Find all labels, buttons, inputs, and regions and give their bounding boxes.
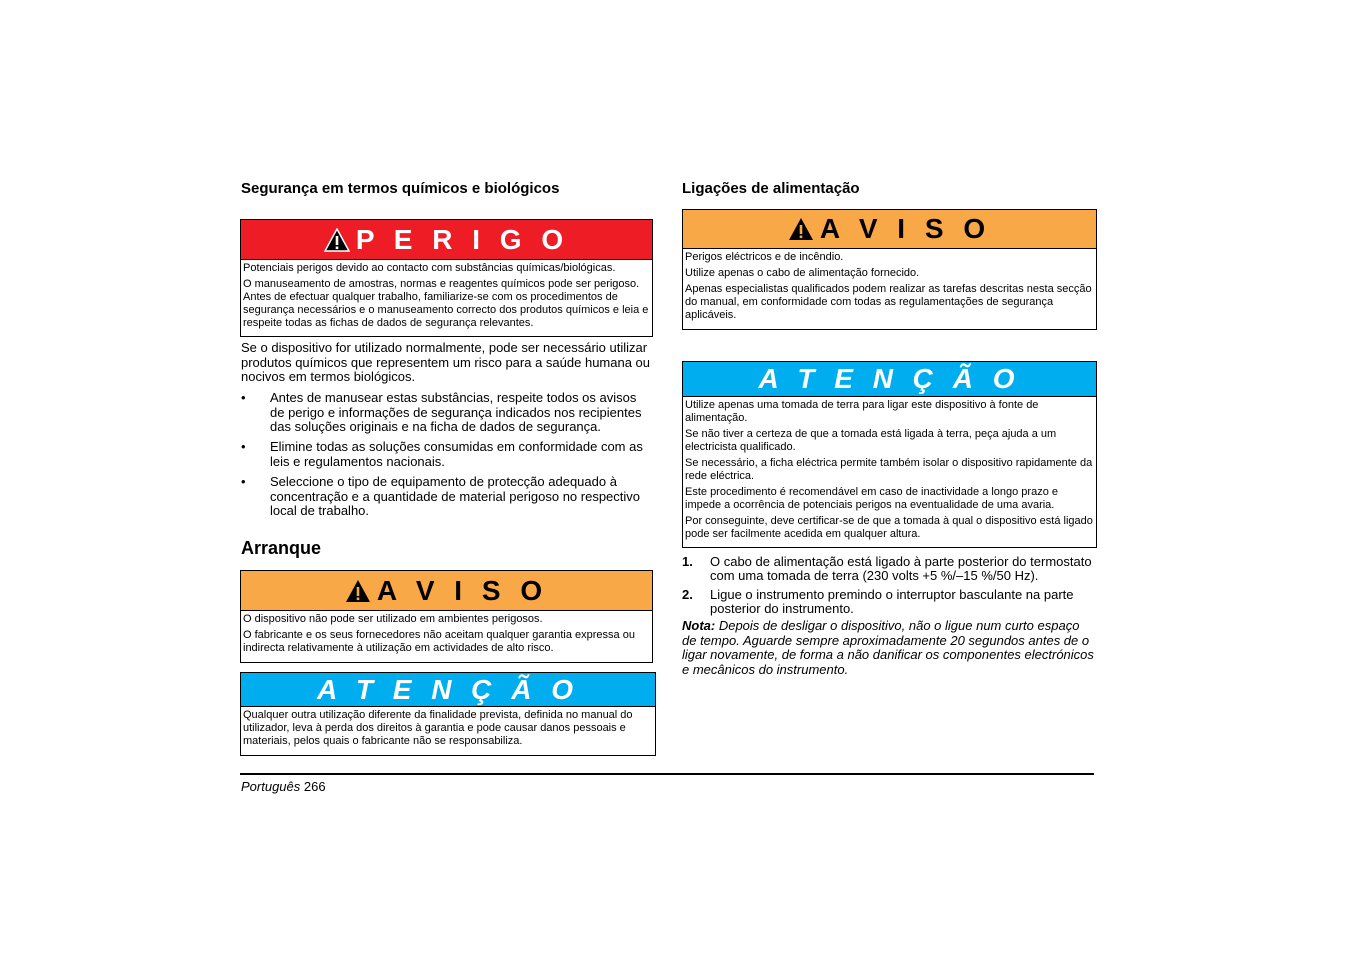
page-number: 266 — [303, 779, 326, 794]
danger-line: Potenciais perigos devido ao contacto com substâncias químicas/biológicas. — [243, 262, 616, 274]
footer-rule — [240, 773, 1094, 775]
note-label: Nota: — [682, 618, 716, 633]
step-text: O cabo de alimentação está ligado à parte posterior do termostato com uma tomada de terra (230 volts +5 %/–15 %/50 Hz). — [710, 554, 1092, 583]
danger-box — [240, 219, 653, 337]
warning-triangle-icon — [324, 228, 350, 252]
warning-line: O dispositivo não pode ser utilizado em ambientes perigosos. — [243, 613, 543, 625]
warning-line: Perigos eléctricos e de incêndio. — [685, 251, 844, 263]
warning-box — [240, 570, 653, 663]
list-item-text: Elimine todas as soluções consumidas em conformidade com as leis e regulamentos nacionais. — [270, 439, 643, 469]
footer-language: Português — [241, 779, 301, 794]
caution-line: Se não tiver a certeza de que a tomada está ligada à terra, peça ajuda a um electricista qualificado. — [685, 428, 1057, 453]
warning-line: Apenas especialistas qualificados podem realizar as tarefas descritas nesta secção do manual, em conformidade com todas as regulamentações de segurança aplicáveis. — [685, 283, 1092, 321]
caution-line: Este procedimento é recomendável em caso de inactividade a longo prazo e impede a ocorrência de potenciais perigos na eventualidade de uma avaria. — [685, 486, 1059, 511]
danger-banner — [241, 220, 652, 260]
section-heading-power: Ligações de alimentação — [682, 180, 860, 197]
caution-box-power — [682, 361, 1097, 548]
intro-paragraph: Se o dispositivo for utilizado normalmente, pode ser necessário utilizar produtos químicos que representem um risco para a saúde humana ou nocivos em termos biológicos. — [241, 340, 651, 384]
warning-message — [241, 611, 652, 660]
warning-banner — [683, 210, 1096, 249]
warning-label: A V I S O — [819, 213, 992, 244]
danger-message — [241, 260, 652, 335]
danger-label: P E R I G O — [355, 223, 570, 255]
warning-box-power — [682, 209, 1097, 330]
danger-line: O manuseamento de amostras, normas e reagentes químicos pode ser perigoso. Antes de efectuar qualquer trabalho, familiarize-se com os procedimentos de segurança necessários e o manuseamento correcto dos produtos químicos e leia e respeite todas as fichas de dados de segurança relevantes. — [243, 278, 649, 329]
caution-message — [683, 397, 1096, 546]
warning-line: Utilize apenas o cabo de alimentação fornecido. — [685, 267, 920, 279]
caution-message — [241, 707, 655, 753]
bullet-mark: • — [241, 390, 246, 405]
caution-line: Utilize apenas uma tomada de terra para ligar este dispositivo à fonte de alimentação. — [685, 399, 1039, 424]
caution-line: Por conseguinte, deve certificar-se de que a tomada à qual o dispositivo está ligado pode ser facilmente acedida em qualquer altura. — [685, 515, 1093, 540]
caution-banner — [241, 673, 655, 707]
caution-line: Qualquer outra utilização diferente da finalidade prevista, definida no manual do utilizador, leva à perda dos direitos à garantia e pode causar danos pessoais e materiais, pelos quais o fabricante não se responsabiliza. — [243, 709, 633, 747]
note-text: Depois de desligar o dispositivo, não o ligue num curto espaço de tempo. Aguarde sempre aproximadamente 20 segundos antes de o ligar novamente, de forma a não danificar os componentes electrónicos e mecânicos do instrumento. — [682, 618, 1094, 677]
list-item-text: Antes de manusear estas substâncias, respeite todos os avisos de perigo e informações de segurança indicados nos recipientes das soluções originais e na ficha de dados de segurança. — [270, 390, 642, 434]
warning-triangle-icon — [788, 217, 814, 241]
caution-line: Se necessário, a ficha eléctrica permite também isolar o dispositivo rapidamente da rede eléctrica. — [685, 457, 1093, 482]
warning-triangle-icon — [345, 579, 371, 603]
footer — [241, 779, 326, 794]
bullet-mark: • — [241, 474, 246, 489]
section-heading-chemical-safety: Segurança em termos químicos e biológicos — [241, 180, 560, 197]
section-heading-start: Arranque — [241, 538, 322, 558]
warning-message — [683, 249, 1096, 327]
bullet-mark: • — [241, 439, 246, 454]
warning-line: O fabricante e os seus fornecedores não aceitam qualquer garantia expressa ou indirecta relativamente à utilização em actividades de alto risco. — [243, 629, 635, 654]
step-number: 1. — [682, 554, 693, 569]
step-number: 2. — [682, 587, 693, 602]
caution-banner — [683, 362, 1096, 397]
list-item-text: Seleccione o tipo de equipamento de protecção adequado à concentração e a quantidade de material perigoso no respectivo local de trabalho. — [270, 474, 641, 518]
note-paragraph — [682, 619, 1097, 677]
warning-banner — [241, 571, 652, 611]
caution-box — [240, 672, 656, 756]
step-text: Ligue o instrumento premindo o interruptor basculante na parte posterior do instrumento. — [710, 587, 1074, 616]
warning-label: A V I S O — [376, 574, 549, 606]
caution-label: A T E N Ç Ã O — [758, 363, 1021, 394]
caution-label: A T E N Ç Ã O — [316, 673, 580, 705]
